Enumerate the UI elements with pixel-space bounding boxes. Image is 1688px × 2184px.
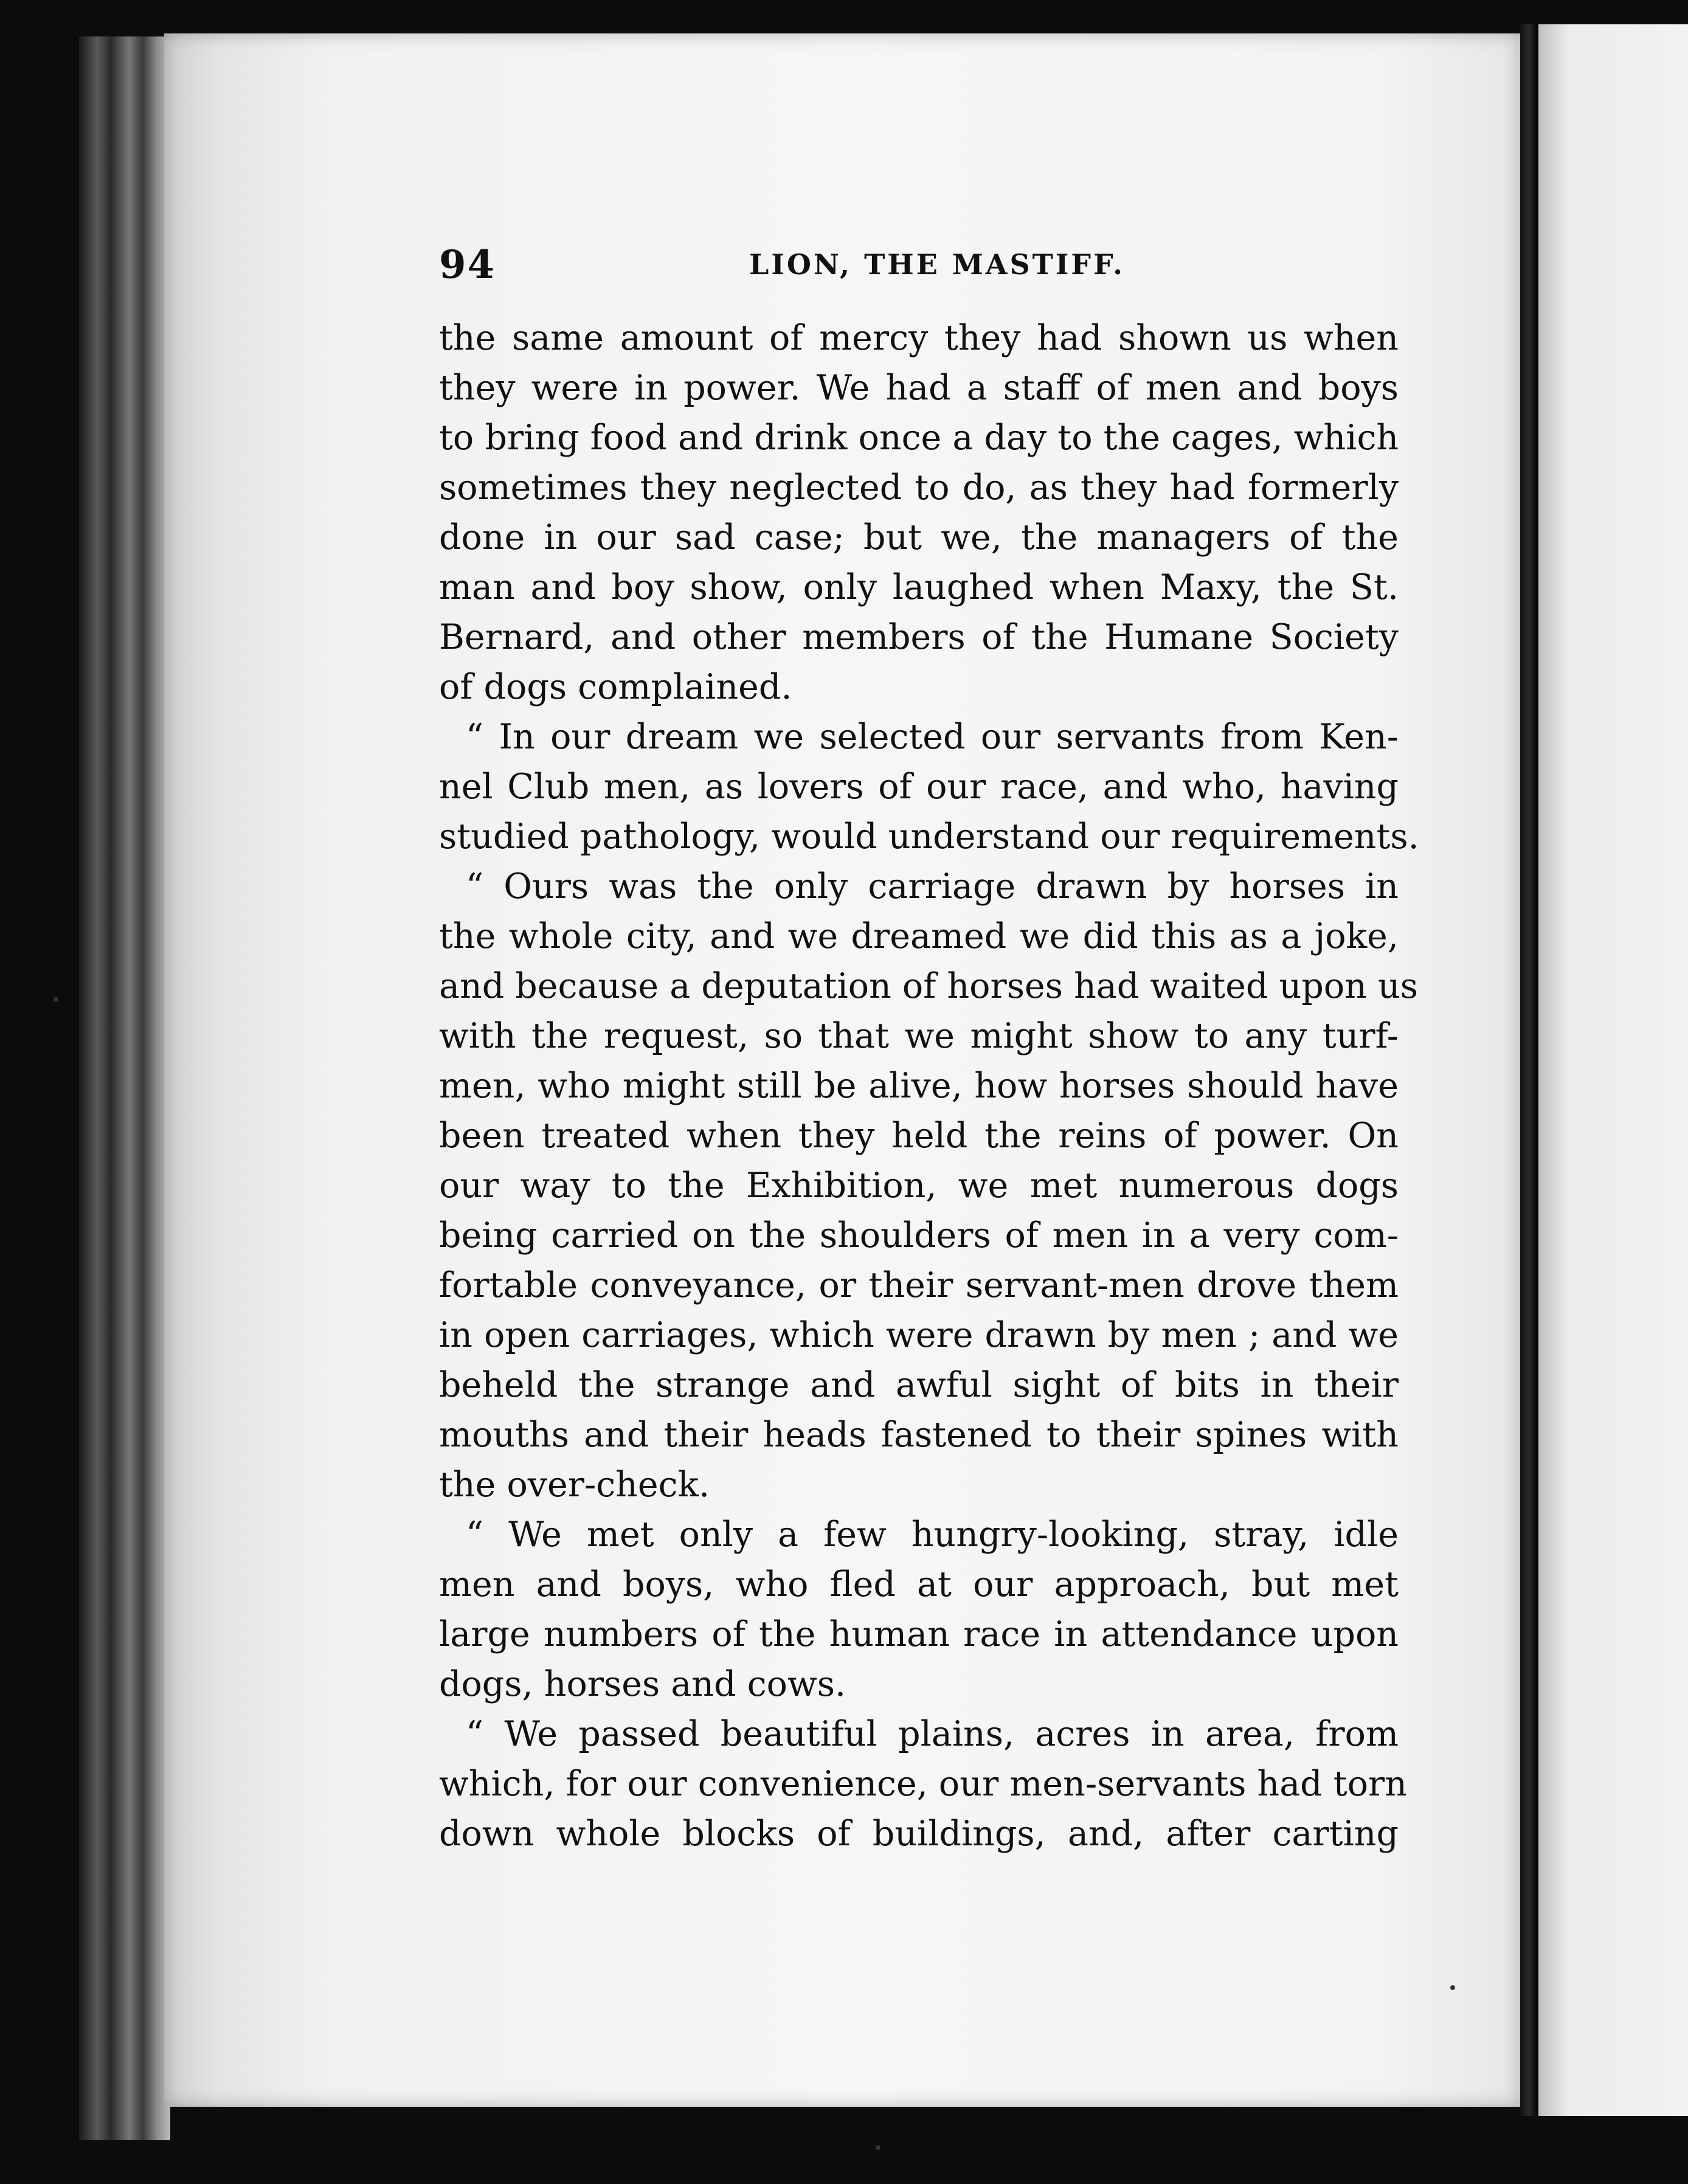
text-line: man and boy show, only laughed when Maxy, the St. [439,567,1399,607]
text-line: and because a deputation of horses had waited upon us [439,966,1418,1006]
text-line: dogs, horses and cows. [439,1664,846,1704]
page-gutter [1520,24,1538,2116]
text-line: been treated when they held the reins of power. On [439,1116,1399,1156]
text-line: Bernard, and other members of the Humane Society [439,617,1399,657]
text-line: which, for our convenience, our men-servants had torn [439,1764,1407,1804]
text-line: being carried on the shoulders of men in a very com- [439,1215,1399,1256]
text-line: “ Ours was the only carriage drawn by horses in [466,866,1399,907]
text-line: fortable conveyance, or their servant-men drove them [439,1265,1399,1305]
text-line: “ We met only a few hungry-looking, stray, idle [466,1515,1399,1555]
facing-page-edge [1538,24,1688,2116]
text-line: they were in power. We had a staff of men and boys [439,368,1399,408]
page-header [439,242,1399,291]
dust-speck [54,997,58,1002]
text-line: “ We passed beautiful plains, acres in area, from [466,1714,1399,1754]
text-line: nel Club men, as lovers of our race, and who, having [439,767,1399,807]
text-line: the same amount of mercy they had shown us when [439,318,1399,358]
page-number: 94 [439,242,496,288]
text-line: sometimes they neglected to do, as they had formerly [439,468,1399,508]
text-line: the over-check. [439,1465,710,1505]
text-line: to bring food and drink once a day to the cages, which [439,418,1399,458]
text-line: down whole blocks of buildings, and, after carting [439,1814,1399,1854]
text-line: of dogs complained. [439,667,792,707]
body-text [439,313,1419,1859]
text-line: the whole city, and we dreamed we did this as a joke, [439,916,1399,956]
text-line: our way to the Exhibition, we met numerous dogs [439,1166,1399,1206]
text-line: men, who might still be alive, how horses should have [439,1066,1399,1106]
text-line: with the request, so that we might show to any turf- [439,1016,1399,1056]
text-line: “ In our dream we selected our servants from Ken- [466,717,1399,757]
running-head: LION, THE MASTIFF. [749,248,1126,281]
dust-speck [876,2145,880,2150]
text-line: in open carriages, which were drawn by men ; and we [439,1315,1399,1355]
book-binding [79,36,170,2140]
text-line: studied pathology, would understand our requirements. [439,817,1419,857]
text-line: mouths and their heads fastened to their spines with [439,1415,1399,1455]
text-line: men and boys, who fled at our approach, but met [439,1564,1399,1605]
text-line: done in our sad case; but we, the managers of the [439,517,1399,558]
text-line: beheld the strange and awful sight of bits in their [439,1365,1399,1405]
dust-speck [1450,1985,1455,1990]
text-line: large numbers of the human race in attendance upon [439,1614,1399,1654]
